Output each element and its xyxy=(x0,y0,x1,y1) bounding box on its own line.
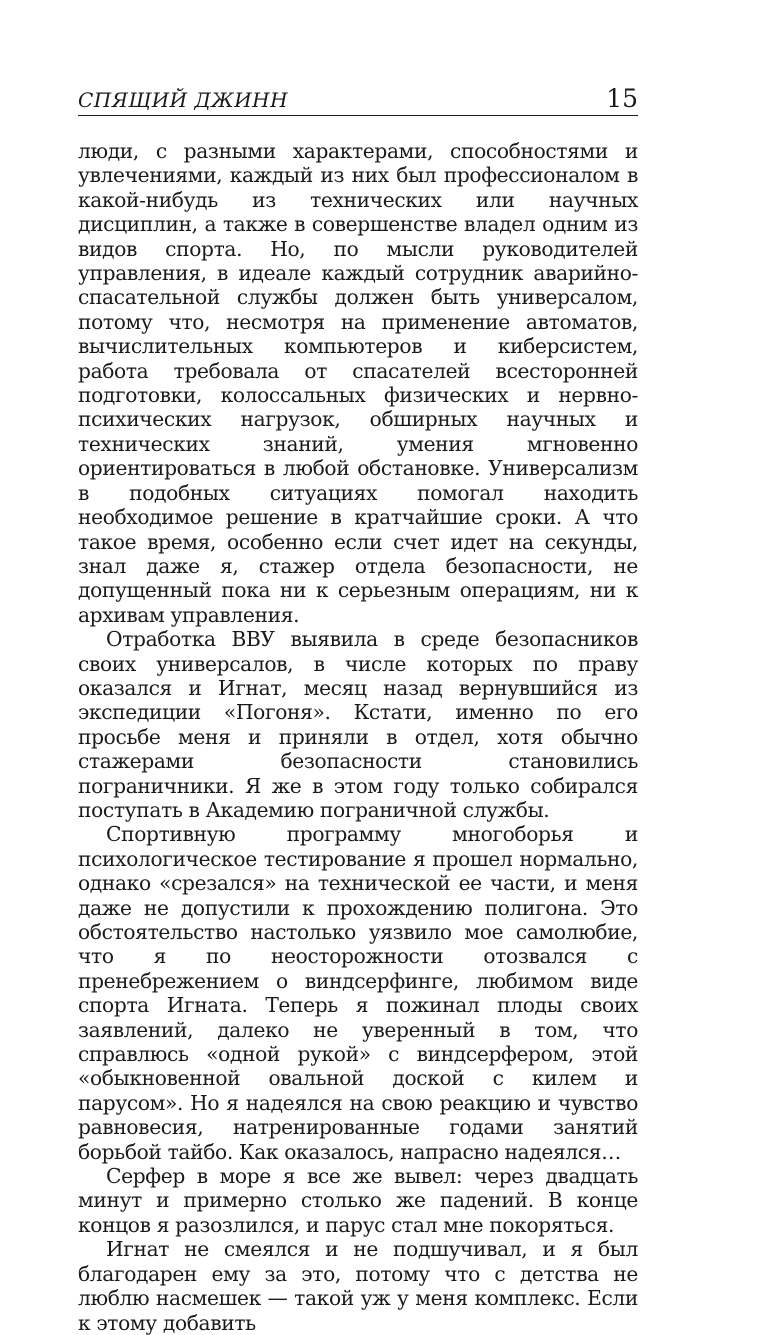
paragraph-3: Спортивную программу многоборья и психологическое тестирование я прошел нормально, однако «срезался» на технической ее части, и меня даже не допустили к прохождению полигона. Это обстоятельство настолько уязвило мое самолюбие, что я по неосторожности отозвался с пренебрежением о виндсерфинге, любимом виде спорта Игната. Теперь я пожинал плоды своих заявлений, далеко не уверенный в том, что справлюсь «одной рукой» с виндсерфером, этой «обыкновенной овальной доской с килем и парусом». Но я надеялся на свою реакцию и чувство равновесия, натренированные годами занятий борьбой тайбо. Как оказалось, напрасно надеялся… xyxy=(78,822,638,1164)
paragraph-2: Отработка ВВУ выявила в среде безопасников своих универсалов, в числе которых по праву оказался и Игнат, месяц назад вернувшийся из экспедиции «Погоня». Кстати, именно по его просьбе меня и приняли в отдел, хотя обычно стажерами безопасности становились пограничники. Я же в этом году только собирался поступать в Академию пограничной службы. xyxy=(78,627,638,822)
body-text xyxy=(78,139,638,1335)
page-header xyxy=(78,82,638,116)
page-number: 15 xyxy=(606,84,638,113)
paragraph-1: люди, с разными характерами, способностями и увлечениями, каждый из них был профессионалом в какой-нибудь из технических или научных дисциплин, а также в совершенстве владел одним из видов спорта. Но, по мысли руководителей управления, в идеале каждый сотрудник аварийно-спасательной службы должен быть универсалом, потому что, несмотря на применение автоматов, вычислительных компьютеров и киберсистем, работа требовала от спасателей всесторонней подготовки, колоссальных физических и нервно-психических нагрузок, обширных научных и технических знаний, умения мгновенно ориентироваться в любой обстановке. Универсализм в подобных ситуациях помогал находить необходимое решение в кратчайшие сроки. А что такое время, особенно если счет идет на секунды, знал даже я, стажер отдела безопасности, не допущенный пока ни к серьезным операциям, ни к архивам управления. xyxy=(78,139,638,627)
paragraph-4: Серфер в море я все же вывел: через двадцать минут и примерно столько же падений. В конце концов я разозлился, и парус стал мне покоряться. xyxy=(78,1164,638,1237)
paragraph-5: Игнат не смеялся и не подшучивал, и я был благодарен ему за это, потому что с детства не люблю насмешек — такой уж у меня комплекс. Если к этому добавить xyxy=(78,1237,638,1335)
header-rule xyxy=(78,115,638,116)
running-title: СПЯЩИЙ ДЖИНН xyxy=(78,88,289,112)
